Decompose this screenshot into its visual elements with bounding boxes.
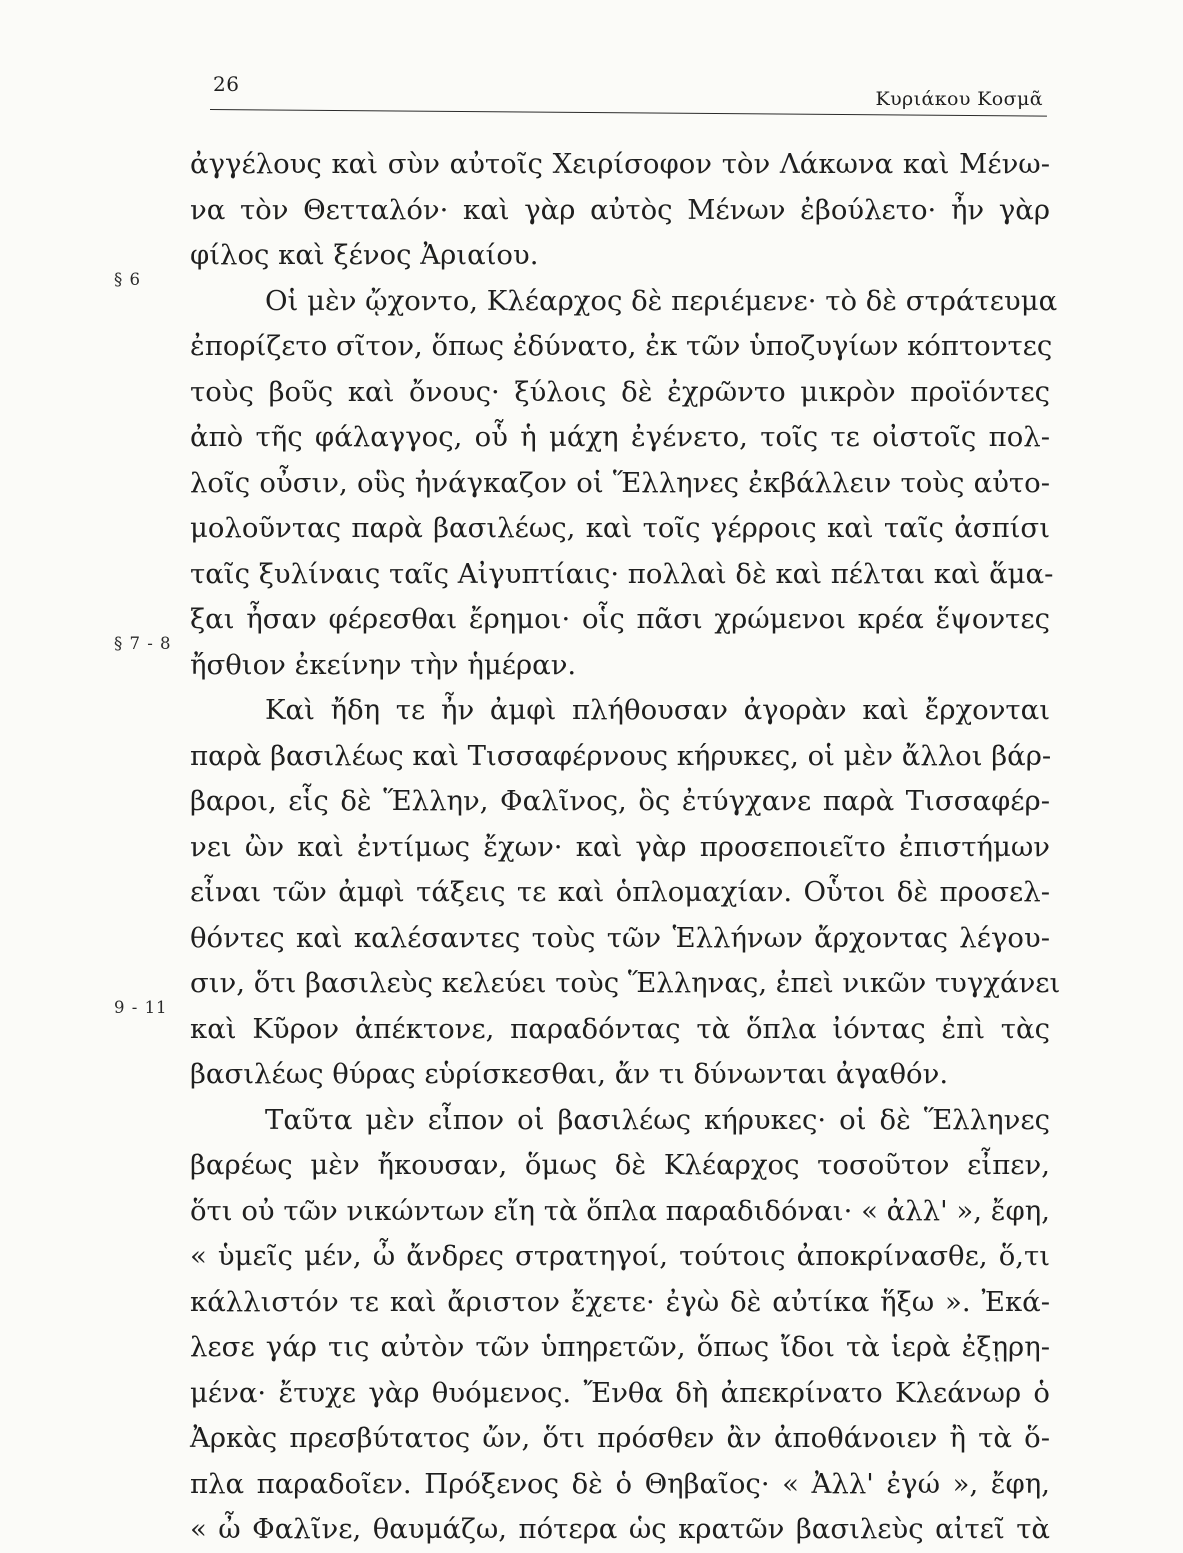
text-line: Ἀρκὰς πρεσβύτατος ὤν, ὅτι πρόσθεν ἂν ἀποθάνοιεν ἢ τὰ ὅ-: [190, 1422, 1050, 1454]
text-line: ξαι ἦσαν φέρεσθαι ἔρημοι· οἷς πᾶσι χρώμενοι κρέα ἕψοντες: [190, 603, 1050, 635]
paragraph-first-line: Οἱ μὲν ᾤχοντο, Κλέαρχος δὲ περιέμενε· τὸ δὲ στράτευμα: [265, 284, 1058, 317]
text-line: λοῖς οὖσιν, οὓς ἠνάγκαζον οἱ Ἕλληνες ἐκβάλλειν τοὺς αὐτο-: [190, 466, 1050, 499]
text-line: φίλος καὶ ξένος Ἀριαίου.: [190, 239, 539, 271]
text-line: καὶ Κῦρον ἀπέκτονε, παραδόντας τὰ ὅπλα ἰόντας ἐπὶ τὰς: [190, 1012, 1050, 1045]
text-line: μολοῦντας παρὰ βασιλέως, καὶ τοῖς γέρροις καὶ ταῖς ἀσπίσι: [190, 512, 1050, 544]
margin-note-section-7-8: § 7 - 8: [114, 634, 172, 653]
margin-note-section-9-11: 9 - 11: [114, 998, 168, 1017]
text-line: νει ὢν καὶ ἐντίμως ἔχων· καὶ γὰρ προσεποιεῖτο ἐπιστήμων: [190, 830, 1050, 863]
text-line: τοὺς βοῦς καὶ ὄνους· ξύλοις δὲ ἐχρῶντο μικρὸν προϊόντες: [190, 375, 1050, 408]
text-line: « ὑμεῖς μέν, ὦ ἄνδρες στρατηγοί, τούτοις ἀποκρίνασθε, ὅ,τι: [190, 1240, 1050, 1272]
body-text: [190, 142, 1061, 1553]
text-line: ὅτι οὐ τῶν νικώντων εἴη τὰ ὅπλα παραδιδόναι· « ἀλλ' », ἔφη,: [190, 1194, 1050, 1227]
text-line: λεσε γάρ τις αὐτὸν τῶν ὑπηρετῶν, ὅπως ἴδοι τὰ ἱερὰ ἐξῃρη-: [190, 1331, 1050, 1363]
text-line: σιν, ὅτι βασιλεὺς κελεύει τοὺς Ἕλληνας, ἐπεὶ νικῶν τυγχάνει: [190, 967, 1061, 999]
text-line: να τὸν Θετταλόν· καὶ γὰρ αὐτὸς Μένων ἐβούλετο· ἦν γὰρ: [190, 193, 1050, 226]
text-line: ἤσθιον ἐκείνην τὴν ἡμέραν.: [190, 648, 577, 681]
text-line: ἀπὸ τῆς φάλαγγος, οὗ ἡ μάχη ἐγένετο, τοῖς τε οἰστοῖς πολ-: [190, 421, 1050, 453]
text-line: ἐπορίζετο σῖτον, ὅπως ἐδύνατο, ἐκ τῶν ὑποζυγίων κόπτοντες: [190, 330, 1053, 362]
text-line: πλα παραδοῖεν. Πρόξενος δὲ ὁ Θηβαῖος· « Ἀλλ' ἐγώ », ἔφη,: [190, 1467, 1050, 1500]
paragraph-first-line: Καὶ ἤδη τε ἦν ἀμφὶ πλήθουσαν ἀγορὰν καὶ ἔρχονται: [265, 694, 1050, 726]
text-line: κάλλιστόν τε καὶ ἄριστον ἔχετε· ἐγὼ δὲ αὐτίκα ἥξω ». Ἐκά-: [190, 1285, 1050, 1318]
header-rule: [210, 109, 1047, 117]
text-line: βαροι, εἷς δὲ Ἕλλην, Φαλῖνος, ὃς ἐτύγχανε παρὰ Τισσαφέρ-: [190, 785, 1050, 817]
page-number: 26: [213, 72, 240, 96]
text-line: θόντες καὶ καλέσαντες τοὺς τῶν Ἑλλήνων ἄρχοντας λέγου-: [190, 921, 1050, 954]
text-line: βασιλέως θύρας εὑρίσκεσθαι, ἄν τι δύνωνται ἀγαθόν.: [190, 1058, 949, 1090]
text-line: ἀγγέλους καὶ σὺν αὐτοῖς Χειρίσοφον τὸν Λάκωνα καὶ Μένω-: [190, 148, 1050, 180]
running-title: Κυριάκου Κοσμᾶ: [875, 88, 1043, 110]
text-line: « ὦ Φαλῖνε, θαυμάζω, πότερα ὡς κρατῶν βασιλεὺς αἰτεῖ τὰ: [190, 1513, 1050, 1545]
paragraph-first-line: Ταῦτα μὲν εἶπον οἱ βασιλέως κήρυκες· οἱ δὲ Ἕλληνες: [265, 1103, 1050, 1136]
text-line: ταῖς ξυλίναις ταῖς Αἰγυπτίαις· πολλαὶ δὲ καὶ πέλται καὶ ἅμα-: [190, 557, 1054, 590]
text-line: παρὰ βασιλέως καὶ Τισσαφέρνους κήρυκες, οἱ μὲν ἄλλοι βάρ-: [190, 739, 1052, 772]
text-line: βαρέως μὲν ἤκουσαν, ὅμως δὲ Κλέαρχος τοσοῦτον εἶπεν,: [190, 1149, 1050, 1181]
margin-note-section-6: § 6: [114, 270, 141, 289]
text-line: εἶναι τῶν ἀμφὶ τάξεις τε καὶ ὁπλομαχίαν. Οὗτοι δὲ προσελ-: [190, 876, 1050, 908]
text-line: μένα· ἔτυχε γὰρ θυόμενος. Ἔνθα δὴ ἀπεκρίνατο Κλεάνωρ ὁ: [190, 1376, 1050, 1409]
